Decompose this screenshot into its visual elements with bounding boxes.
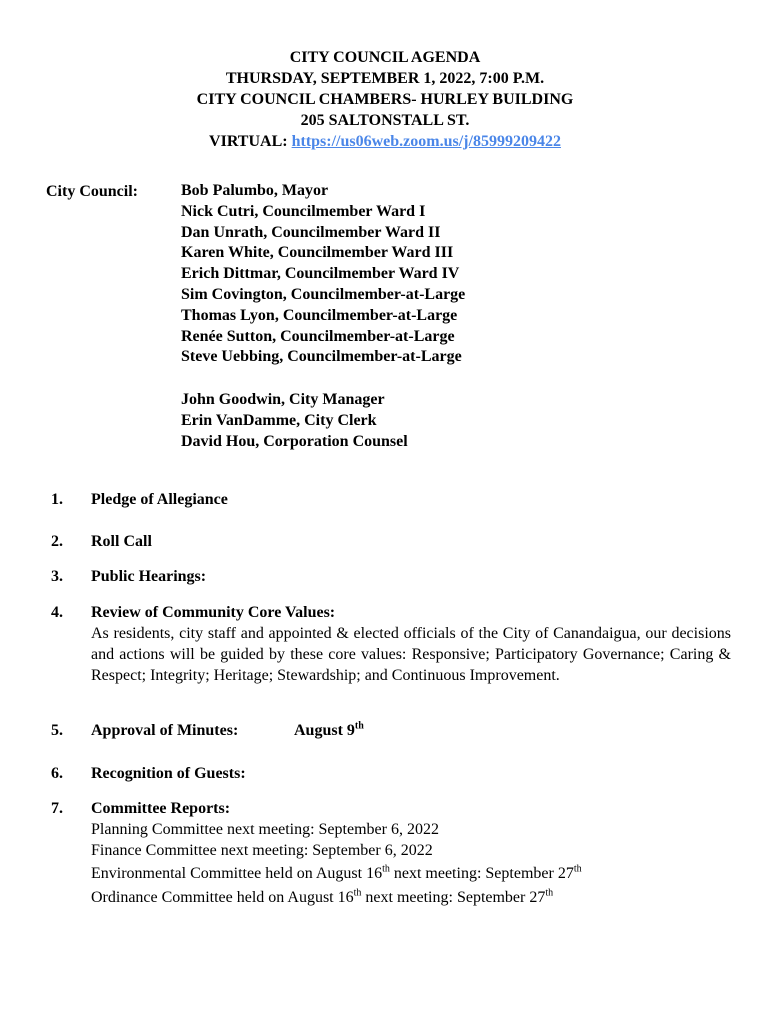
item-number: 6. — [51, 765, 63, 782]
staff-member: Erin VanDamme, City Clerk — [181, 411, 377, 429]
item-title: Committee Reports: — [91, 800, 231, 817]
item-title: Approval of Minutes: — [91, 722, 239, 739]
core-values-text: As residents, city staff and appointed & elected officials of the City of Canandaigua, our decisions and actions will be guided by these core values: Responsive; Participatory Governance; Caring & Respect; Integrity; Heritage; Stewardship; and Continuous Improvement. — [91, 625, 731, 684]
ordinance-committee-line: Ordinance Committee held on August 16th next meeting: September 27th — [91, 887, 554, 906]
council-member: Erich Dittmar, Councilmember Ward IV — [181, 265, 460, 283]
meeting-address: 205 SALTONSTALL ST. — [300, 112, 470, 129]
staff-member: John Goodwin, City Manager — [181, 391, 385, 408]
meeting-date-time: THURSDAY, SEPTEMBER 1, 2022, 7:00 P.M. — [225, 70, 545, 87]
council-member: Thomas Lyon, Councilmember-at-Large — [181, 306, 458, 324]
finance-committee-line: Finance Committee next meeting: September 6, 2022 — [91, 842, 433, 859]
council-member: Steve Uebbing, Councilmember-at-Large — [181, 348, 462, 366]
council-member: Karen White, Councilmember Ward III — [181, 244, 454, 262]
item-number: 7. — [51, 800, 63, 817]
council-member: Dan Unrath, Councilmember Ward II — [181, 223, 441, 241]
staff-member: David Hou, Corporation Counsel — [181, 432, 408, 450]
planning-committee-line: Planning Committee next meeting: September 6, 2022 — [91, 821, 439, 838]
council-member: Bob Palumbo, Mayor — [181, 182, 329, 199]
city-council-label: City Council: — [46, 183, 138, 200]
item-number: 4. — [51, 604, 63, 621]
item-number: 2. — [51, 533, 63, 550]
item-number: 3. — [51, 568, 63, 585]
item-title: Public Hearings: — [91, 568, 207, 585]
zoom-link[interactable]: https://us06web.zoom.us/j/85999209422 — [291, 133, 561, 150]
item-title: Recognition of Guests: — [91, 765, 246, 782]
minutes-date: August 9th — [294, 720, 364, 739]
environmental-committee-line: Environmental Committee held on August 16th next meeting: September 27th — [91, 863, 582, 882]
item-number: 5. — [51, 722, 63, 739]
item-title: Pledge of Allegiance — [91, 491, 228, 508]
agenda-header — [0, 47, 770, 152]
item-number: 1. — [51, 491, 63, 508]
agenda-title: CITY COUNCIL AGENDA — [289, 49, 481, 66]
council-member: Nick Cutri, Councilmember Ward I — [181, 202, 426, 220]
virtual-line — [0, 131, 770, 152]
virtual-label: VIRTUAL: — [209, 133, 288, 150]
council-members-list — [181, 181, 465, 368]
meeting-location: CITY COUNCIL CHAMBERS- HURLEY BUILDING — [196, 91, 574, 108]
council-member: Sim Covington, Councilmember-at-Large — [181, 285, 466, 303]
item-title: Review of Community Core Values: — [91, 604, 336, 621]
council-member: Renée Sutton, Councilmember-at-Large — [181, 327, 455, 345]
city-staff-list — [181, 390, 408, 452]
item-title: Roll Call — [91, 533, 152, 550]
